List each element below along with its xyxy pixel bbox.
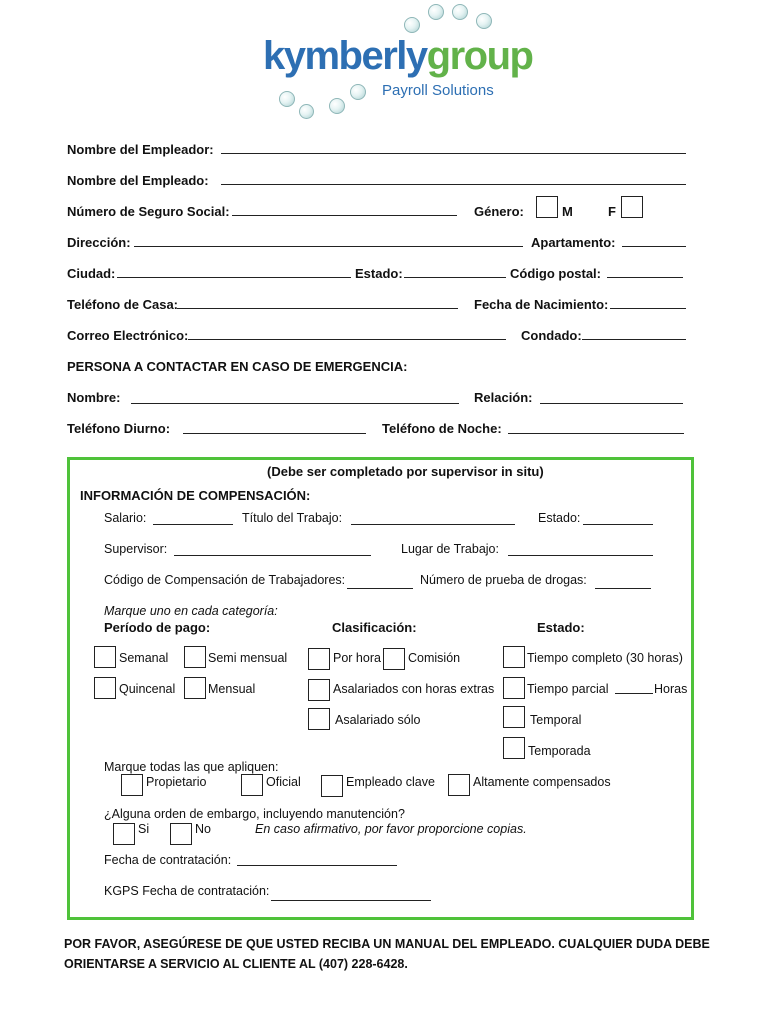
hours-label: Horas: [654, 682, 688, 696]
gender-label: Género:: [474, 204, 524, 219]
bubble-decoration: [299, 104, 314, 119]
full-time-label: Tiempo completo (30 horas): [527, 651, 683, 665]
monthly-label: Mensual: [208, 682, 256, 696]
kgps-hire-date-label: KGPS Fecha de contratación:: [104, 884, 270, 898]
zip-label: Código postal:: [510, 266, 601, 281]
workplace-label: Lugar de Trabajo:: [401, 542, 499, 556]
city-field[interactable]: [117, 277, 351, 278]
salaried-overtime-checkbox[interactable]: [308, 679, 330, 701]
instruction-text: Marque uno en cada categoría:: [104, 604, 278, 618]
gender-f-checkbox[interactable]: [621, 196, 643, 218]
logo-word-group: group: [426, 34, 533, 78]
weekly-label: Semanal: [119, 651, 169, 665]
status-field[interactable]: [583, 524, 653, 525]
address-field[interactable]: [134, 246, 523, 247]
emergency-heading: PERSONA A CONTACTAR EN CASO DE EMERGENCIA:: [67, 359, 408, 374]
semi-monthly-checkbox[interactable]: [184, 646, 206, 668]
county-field[interactable]: [582, 339, 686, 340]
garnishment-yes-checkbox[interactable]: [113, 823, 135, 845]
part-time-checkbox[interactable]: [503, 677, 525, 699]
employee-field[interactable]: [221, 184, 686, 185]
commission-label: Comisión: [408, 651, 461, 665]
drug-test-label: Número de prueba de drogas:: [420, 573, 587, 587]
owner-checkbox[interactable]: [121, 774, 143, 796]
relation-label: Relación:: [474, 390, 533, 405]
weekly-checkbox[interactable]: [94, 646, 116, 668]
workplace-field[interactable]: [508, 555, 653, 556]
footer-line-2: ORIENTARSE A SERVICIO AL CLIENTE AL (407) 228-6428.: [64, 957, 408, 971]
part-time-hours-field[interactable]: [615, 693, 653, 694]
supervisor-note: (Debe ser completado por supervisor in situ): [267, 464, 544, 479]
footer-line-1: POR FAVOR, ASEGÚRESE DE QUE USTED RECIBA UN MANUAL DEL EMPLEADO. CUALQUIER DUDA DEBE: [64, 937, 710, 951]
seasonal-label: Temporada: [528, 744, 591, 758]
hire-date-field[interactable]: [237, 865, 397, 866]
relation-field[interactable]: [540, 403, 683, 404]
bubble-decoration: [404, 17, 420, 33]
garnishment-question: ¿Alguna orden de embargo, incluyendo manutención?: [104, 807, 405, 821]
highly-comp-checkbox[interactable]: [448, 774, 470, 796]
drug-test-field[interactable]: [595, 588, 651, 589]
commission-checkbox[interactable]: [383, 648, 405, 670]
temporary-label: Temporal: [530, 713, 582, 727]
zip-field[interactable]: [607, 277, 683, 278]
bubble-decoration: [428, 4, 444, 20]
salary-label: Salario:: [104, 511, 147, 525]
salaried-overtime-label: Asalariados con horas extras: [333, 682, 495, 696]
garnishment-no-checkbox[interactable]: [170, 823, 192, 845]
hourly-checkbox[interactable]: [308, 648, 330, 670]
check-all-text: Marque todas las que apliquen:: [104, 760, 279, 774]
salary-field[interactable]: [153, 524, 233, 525]
compensation-heading: INFORMACIÓN DE COMPENSACIÓN:: [80, 488, 311, 503]
classification-heading: Clasificación:: [332, 620, 417, 635]
night-phone-field[interactable]: [508, 433, 684, 434]
seasonal-checkbox[interactable]: [503, 737, 525, 759]
logo-subtitle: Payroll Solutions: [382, 82, 494, 99]
employer-label: Nombre del Empleador:: [67, 142, 214, 157]
ssn-field[interactable]: [232, 215, 457, 216]
status-heading: Estado:: [537, 620, 585, 635]
supervisor-label: Supervisor:: [104, 542, 168, 556]
semi-monthly-label: Semi mensual: [208, 651, 288, 665]
day-phone-label: Teléfono Diurno:: [67, 421, 171, 436]
gender-f-label: F: [608, 204, 616, 219]
key-employee-label: Empleado clave: [346, 775, 435, 789]
salaried-only-label: Asalariado sólo: [335, 713, 421, 727]
night-phone-label: Teléfono de Noche:: [382, 421, 502, 436]
kgps-hire-date-field[interactable]: [271, 900, 431, 901]
temporary-checkbox[interactable]: [503, 706, 525, 728]
bubble-decoration: [279, 91, 295, 107]
full-time-checkbox[interactable]: [503, 646, 525, 668]
logo-word-kymberly: kymberly: [263, 34, 427, 78]
biweekly-label: Quincenal: [119, 682, 176, 696]
home-phone-label: Teléfono de Casa:: [67, 297, 179, 312]
highly-comp-label: Altamente compensados: [473, 775, 611, 789]
employer-field[interactable]: [221, 153, 686, 154]
address-label: Dirección:: [67, 235, 131, 250]
hire-date-label: Fecha de contratación:: [104, 853, 232, 867]
job-title-field[interactable]: [351, 524, 515, 525]
supervisor-field[interactable]: [174, 555, 371, 556]
workers-comp-field[interactable]: [347, 588, 413, 589]
county-label: Condado:: [521, 328, 582, 343]
officer-checkbox[interactable]: [241, 774, 263, 796]
biweekly-checkbox[interactable]: [94, 677, 116, 699]
officer-label: Oficial: [266, 775, 301, 789]
part-time-label: Tiempo parcial: [527, 682, 609, 696]
birth-date-label: Fecha de Nacimiento:: [474, 297, 609, 312]
day-phone-field[interactable]: [183, 433, 366, 434]
birth-date-field[interactable]: [610, 308, 686, 309]
bubble-decoration: [452, 4, 468, 20]
email-field[interactable]: [188, 339, 506, 340]
workers-comp-label: Código de Compensación de Trabajadores:: [104, 573, 346, 587]
city-label: Ciudad:: [67, 266, 116, 281]
apartment-field[interactable]: [622, 246, 686, 247]
pay-period-heading: Período de pago:: [104, 620, 211, 635]
bubble-decoration: [350, 84, 366, 100]
state-label: Estado:: [355, 266, 403, 281]
monthly-checkbox[interactable]: [184, 677, 206, 699]
ssn-label: Número de Seguro Social:: [67, 204, 230, 219]
home-phone-field[interactable]: [177, 308, 458, 309]
emergency-name-label: Nombre:: [67, 390, 121, 405]
hourly-label: Por hora: [333, 651, 381, 665]
status-field-label: Estado:: [538, 511, 581, 525]
bubble-decoration: [329, 98, 345, 114]
emergency-name-field[interactable]: [131, 403, 459, 404]
garnishment-yes-label: Si: [138, 822, 150, 836]
salaried-only-checkbox[interactable]: [308, 708, 330, 730]
employee-label: Nombre del Empleado:: [67, 173, 209, 188]
garnishment-no-label: No: [195, 822, 211, 836]
garnishment-note: En caso afirmativo, por favor proporcione copias.: [255, 822, 527, 836]
owner-label: Propietario: [146, 775, 207, 789]
gender-m-checkbox[interactable]: [536, 196, 558, 218]
gender-m-label: M: [562, 204, 573, 219]
job-title-label: Título del Trabajo:: [242, 511, 343, 525]
state-field[interactable]: [404, 277, 506, 278]
bubble-decoration: [476, 13, 492, 29]
apartment-label: Apartamento:: [531, 235, 616, 250]
key-employee-checkbox[interactable]: [321, 775, 343, 797]
email-label: Correo Electrónico:: [67, 328, 189, 343]
